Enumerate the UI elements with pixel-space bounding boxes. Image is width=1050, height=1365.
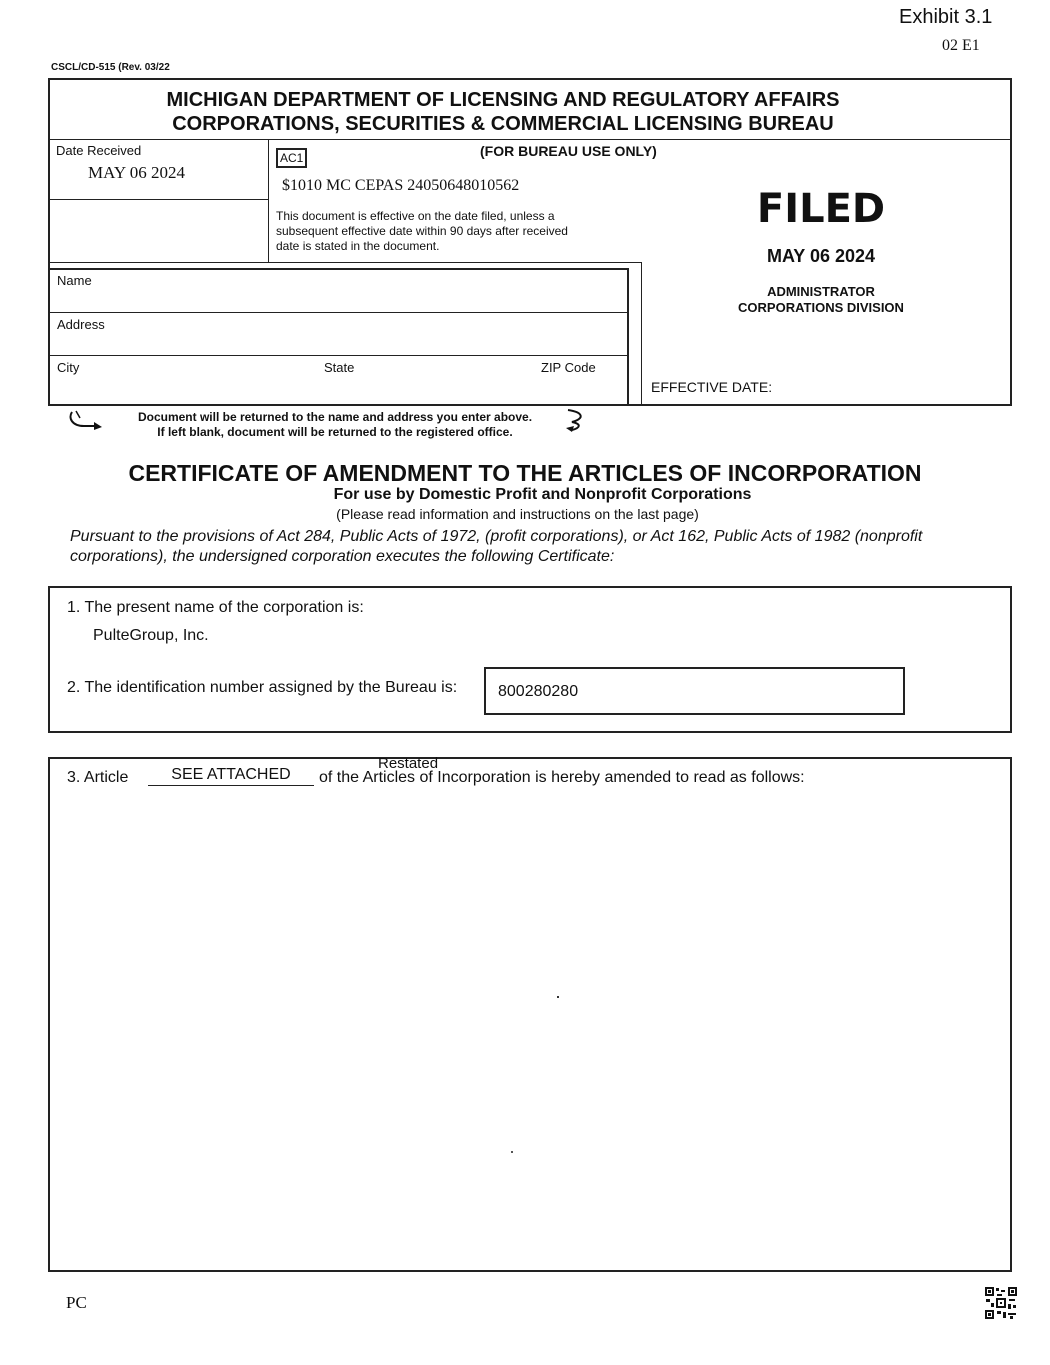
effective-note-line-3: date is stated in the document. <box>276 239 440 253</box>
speck-mark <box>511 1151 513 1153</box>
header-divider <box>48 139 1012 140</box>
filed-stamp-title: FILED <box>756 186 886 232</box>
return-address-box <box>48 268 629 406</box>
address-field[interactable]: Address <box>57 317 105 332</box>
item2-label: 2. The identification number assigned by the Bureau is: <box>67 679 458 696</box>
article-number-field[interactable]: SEE ATTACHED <box>148 766 314 786</box>
effective-date-label: EFFECTIVE DATE: <box>651 379 773 395</box>
article-box <box>48 757 1012 1272</box>
item1-label: 1. The present name of the corporation is: <box>67 599 364 616</box>
city-field[interactable]: City <box>57 360 80 375</box>
bureau-fee-line: $1010 MC CEPAS 24050648010562 <box>282 177 520 194</box>
received-bottom-line <box>48 199 269 200</box>
footer-initials: PC <box>66 1293 87 1312</box>
filed-authority-line-1: ADMINISTRATOR <box>767 284 875 299</box>
address-line <box>48 355 629 356</box>
filed-divider <box>641 262 642 406</box>
return-note-line-1: Document will be returned to the name and address you enter above. <box>137 410 533 424</box>
curved-arrow-right-icon <box>562 406 594 434</box>
name-line <box>48 312 629 313</box>
return-note-line-2: If left blank, document will be returned to the registered office. <box>157 425 513 439</box>
filed-authority-line-2: CORPORATIONS DIVISION <box>738 300 904 315</box>
date-received-value: MAY 06 2024 <box>88 163 185 182</box>
restated-annotation: Restated <box>378 755 439 772</box>
department-line-2: CORPORATIONS, SECURITIES & COMMERCIAL LICENSING BUREAU <box>172 113 834 135</box>
curved-arrow-left-icon <box>66 408 106 432</box>
bureau-bottom-line <box>48 262 642 263</box>
certificate-title: CERTIFICATE OF AMENDMENT TO THE ARTICLES OF INCORPORATION <box>128 460 922 486</box>
filed-authority <box>660 284 982 316</box>
effective-note-line-2: subsequent effective date within 90 days after received <box>276 224 568 238</box>
identification-number-value[interactable]: 800280280 <box>498 683 579 700</box>
filed-date: MAY 06 2024 <box>766 246 876 266</box>
exhibit-label: Exhibit 3.1 <box>899 6 993 28</box>
name-field[interactable]: Name <box>57 273 92 288</box>
effective-note <box>276 209 568 254</box>
item3-suffix: of the Articles of Incorporation is hereby amended to read as follows: <box>319 769 805 786</box>
certificate-instructions: (Please read information and instructions on the last page) <box>336 506 699 522</box>
state-field[interactable]: State <box>324 360 355 375</box>
return-note <box>110 410 560 440</box>
form-code: CSCL/CD-515 (Rev. 03/22 <box>51 62 170 73</box>
department-title <box>48 88 958 136</box>
speck-mark <box>557 996 559 998</box>
received-divider <box>268 139 269 263</box>
zip-code-field[interactable]: ZIP Code <box>541 360 596 375</box>
pursuant-line-2: corporations), the undersigned corporation executes the following Certificate: <box>70 548 615 565</box>
pursuant-text <box>70 527 922 567</box>
department-line-1: MICHIGAN DEPARTMENT OF LICENSING AND REGULATORY AFFAIRS <box>166 89 840 111</box>
item3-prefix: 3. Article <box>67 769 129 786</box>
exhibit-code: 02 E1 <box>942 37 980 54</box>
date-received-label: Date Received <box>56 143 142 158</box>
certificate-subtitle: For use by Domestic Profit and Nonprofit Corporations <box>333 486 752 503</box>
qr-code-icon <box>984 1286 1018 1320</box>
bureau-use-title: (FOR BUREAU USE ONLY) <box>480 143 657 159</box>
ac1-stamp: AC1 <box>276 148 307 168</box>
effective-note-line-1: This document is effective on the date filed, unless a <box>276 209 555 223</box>
corporation-name-value[interactable]: PulteGroup, Inc. <box>93 627 209 644</box>
pursuant-line-1: Pursuant to the provisions of Act 284, Public Acts of 1972, (profit corporations), or Act 162, Public Acts of 1982 (nonprofit <box>70 528 923 545</box>
